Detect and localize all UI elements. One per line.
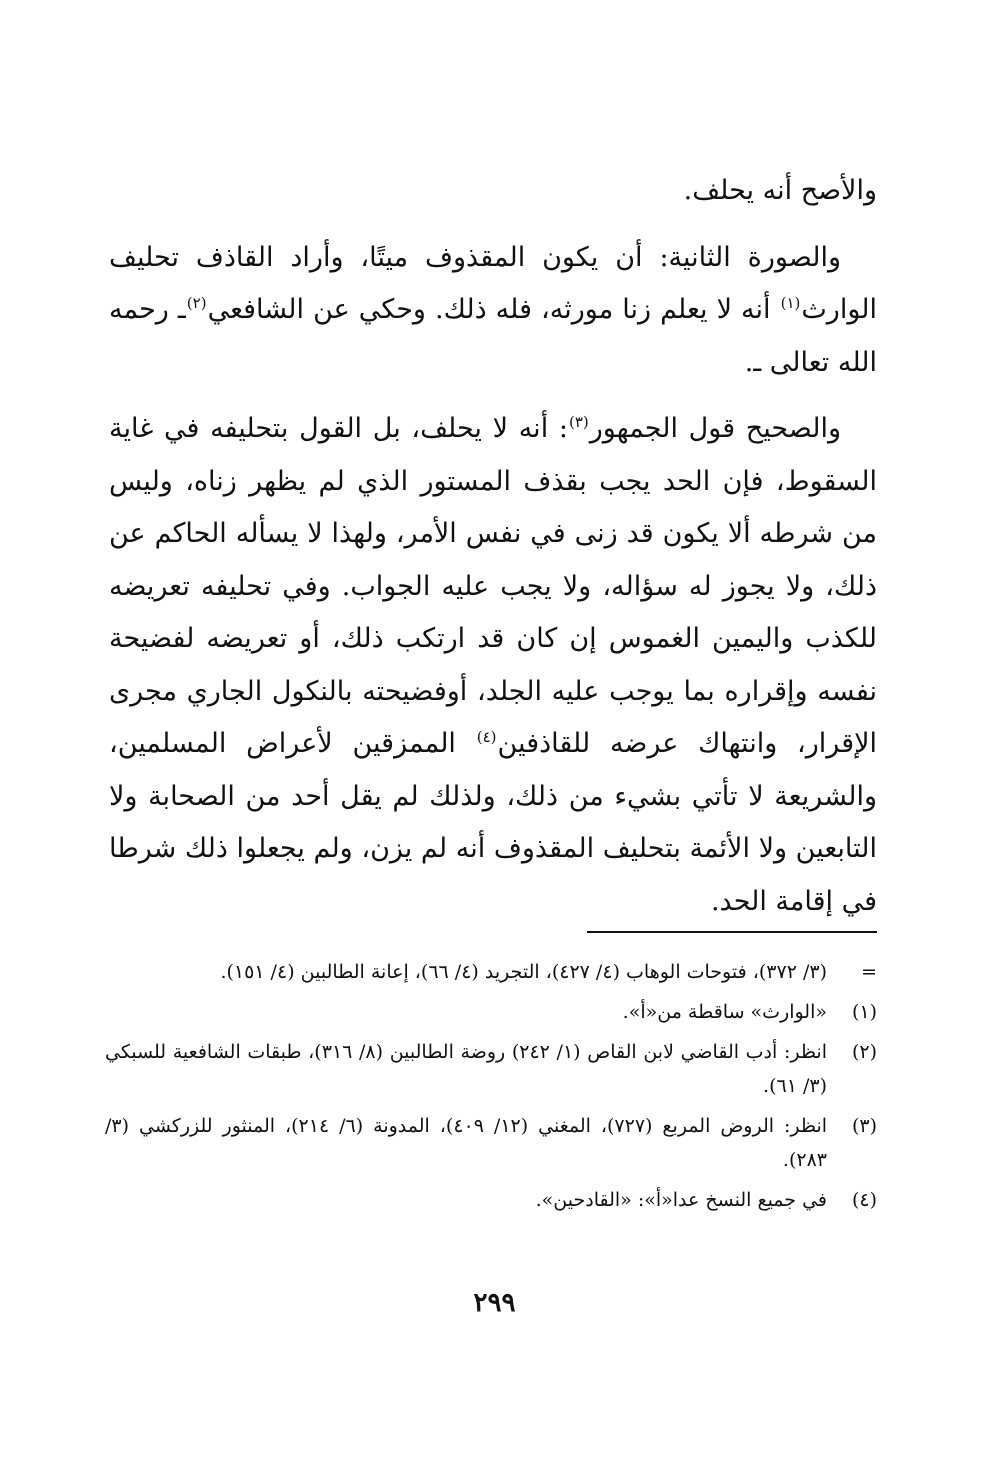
footnote-ref-4: (٤) — [476, 728, 497, 746]
footnote-ref-3: (٣) — [568, 413, 589, 431]
footnote-text: «الوارث» ساقطة من«أ». — [622, 1001, 827, 1023]
footnote-ref-2: (٢) — [186, 294, 207, 312]
paragraph-text: الممزقين لأعراض المسلمين، والشريعة لا تأتي بشيء من ذلك، ولذلك لم يقل أحد من الصحابة ولا التابعين ولا الأئمة بتحليف المقذوف أنه لم يزن، ولم يجعلوا ذلك شرطا في إقامة الحد. — [109, 728, 877, 917]
page-number: ٢٩٩ — [473, 1288, 516, 1318]
footnote-4 — [105, 1183, 877, 1217]
footnote-1 — [105, 995, 877, 1029]
paragraph-text: ـ رحمه الله تعالى ـ. — [109, 294, 877, 378]
paragraph-text: والأصح أنه يحلف. — [683, 175, 877, 206]
footnote-2 — [105, 1035, 877, 1103]
paragraph-text: أنه لا يعلم زنا مورثه، فله ذلك. وحكي عن الشافعي — [207, 294, 780, 325]
footnote-separator — [587, 931, 877, 933]
paragraph-1 — [109, 165, 877, 218]
footnote-continuation — [105, 955, 877, 989]
footnote-text: انظر: الروض المربع (٧٢٧)، المغني (١٢/ ٤٠٩)، المدونة (٦/ ٢١٤)، المنثور للزركشي (٣/ ٢٨٣). — [105, 1115, 828, 1171]
paragraph-text: : أنه لا يحلف، بل القول بتحليفه في غاية السقوط، فإن الحد يجب بقذف المستور الذي لم يظهر زناه، وليس من شرطه ألا يكون قد زنى في نفس الأمر، ولهذا لا يسأله الحاكم عن ذلك، ولا يجوز له سؤاله، ولا يجب عليه الجواب. وفي تحليفه تعريضه للكذب واليمين الغموس إن كان قد ارتكب ذلك، أو تعريضه لفضيحة نفسه وإقراره بما يوجب عليه الجلد، أوفضيحته بالنكول الجاري مجرى الإقرار، وانتهاك عرضه للقاذفين — [109, 413, 877, 759]
footnote-ref-1: (١) — [780, 294, 801, 312]
footnotes — [105, 955, 877, 1223]
paragraph-2 — [109, 232, 877, 390]
footnote-text: انظر: أدب القاضي لابن القاص (١/ ٢٤٢) روضة الطالبين (٨/ ٣١٦)، طبقات الشافعية للسبكي (٣/ ٦١). — [105, 1041, 827, 1097]
footnote-text: في جميع النسخ عدا«أ»: «القادحين». — [535, 1189, 827, 1211]
footnote-number: = — [861, 961, 877, 983]
footnote-text: (٣/ ٣٧٢)، فتوحات الوهاب (٤/ ٤٢٧)، التجريد (٤/ ٦٦)، إعانة الطالبين (٤/ ١٥١). — [220, 961, 827, 983]
paragraph-3 — [109, 403, 877, 928]
footnote-number: (٤) — [851, 1189, 877, 1211]
main-text — [109, 165, 877, 942]
paragraph-text: والصحيح قول الجمهور — [589, 413, 841, 444]
footnote-number: (٣) — [851, 1115, 877, 1137]
paragraph-text: والصورة الثانية: أن يكون المقذوف ميتًا، وأراد القاذف تحليف الوارث — [109, 241, 877, 325]
footnote-number: (١) — [851, 1001, 877, 1023]
footnote-number: (٢) — [851, 1041, 877, 1063]
footnote-3 — [105, 1109, 877, 1177]
